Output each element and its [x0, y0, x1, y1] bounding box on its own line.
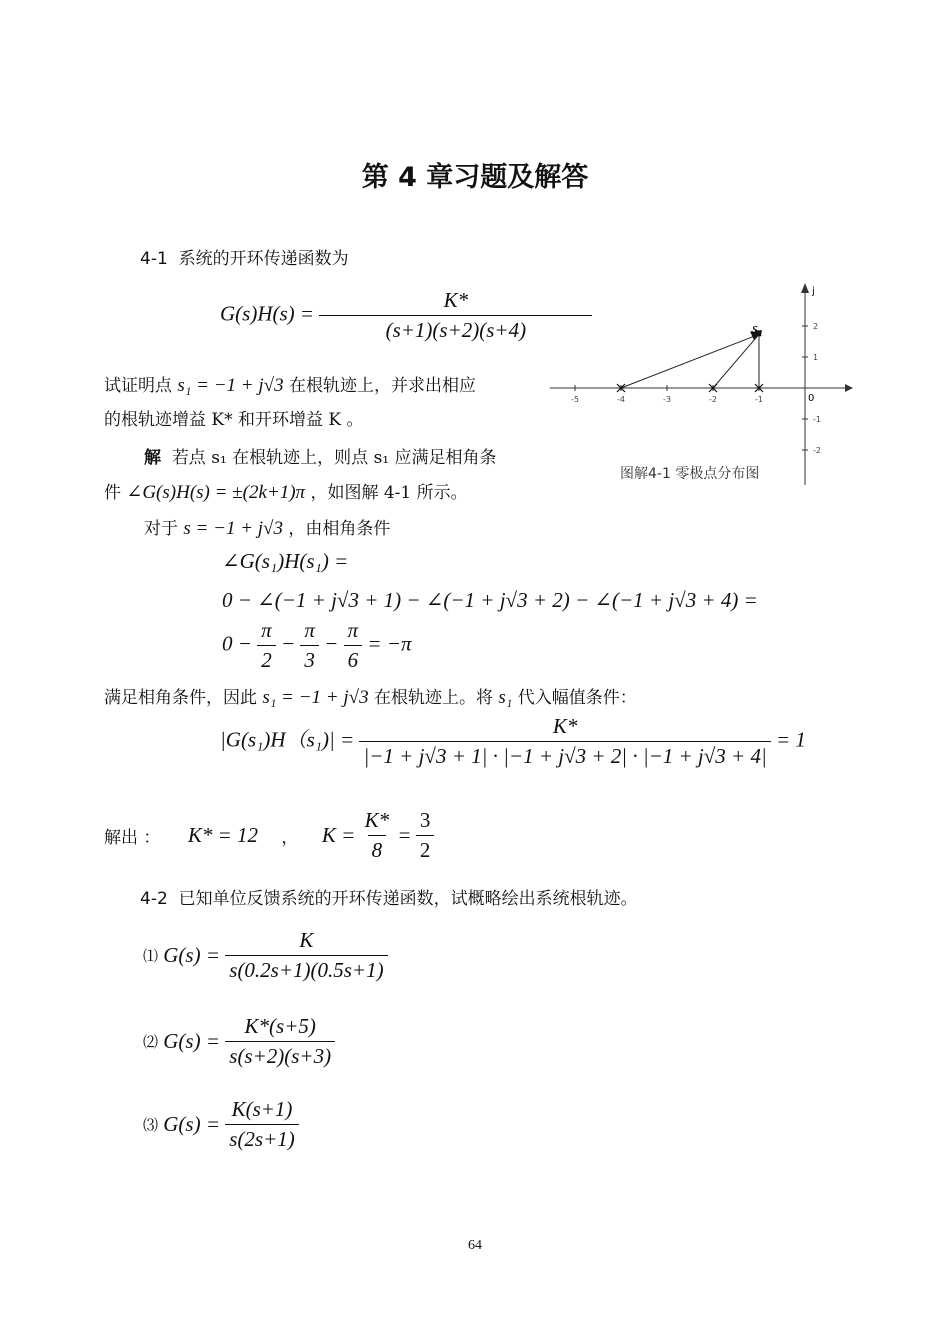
imag-axis-arrow: [801, 283, 809, 293]
satisfies-line: [104, 683, 637, 709]
mag-rhs: = 1: [776, 727, 806, 752]
num: 3: [419, 808, 431, 832]
question-line-1: [104, 371, 476, 397]
item-lhs: G(s) =: [163, 1029, 221, 1053]
solution-line-3: [144, 514, 390, 540]
text: 0 −: [222, 631, 252, 656]
fraction-pi-2: [257, 618, 276, 673]
text: ，由相角条件: [288, 519, 391, 539]
angle-line-3: 0 − $\frac{\pi}{2}$ − $\frac{\pi}{3}$ − $\frac{\pi}{6}$ = −π: [222, 618, 412, 672]
problem-text: 已知单位反馈系统的开环传递函数，试概略绘出系统根轨迹。: [178, 889, 638, 908]
j-axis-label: j: [812, 286, 815, 297]
solution-line-1: [144, 443, 497, 468]
point-s1-label: s₁: [752, 321, 764, 337]
problem-4-1-intro: [140, 244, 349, 269]
item-number: ⑶: [143, 1118, 159, 1134]
problem-text: 系统的开环传递函数为: [178, 249, 349, 269]
num: K(s+1): [231, 1097, 293, 1121]
result-kstar: K* = 12: [187, 823, 258, 847]
item-fraction: [225, 1097, 299, 1152]
result-k-value: [416, 808, 435, 863]
text: 若点 s₁ 在根轨迹上，则点 s₁ 应满足相角条: [171, 448, 497, 468]
math: s₁: [498, 687, 513, 708]
item-lhs: G(s) =: [163, 943, 221, 967]
y-tick-label: 2: [813, 322, 819, 331]
pole-vector: [621, 334, 759, 388]
result-k-fraction: [361, 808, 394, 863]
page-number: 64: [468, 1238, 482, 1253]
magnitude-fraction: [359, 714, 770, 769]
x-tick-label: -5: [571, 395, 579, 404]
y-tick-label: 1: [813, 353, 819, 362]
text: 满足相角条件，因此: [104, 688, 257, 708]
num: K: [299, 928, 314, 952]
num: K*: [364, 808, 390, 832]
den: s(0.2s+1)(0.5s+1): [225, 955, 387, 983]
item-number: ⑵: [143, 1035, 159, 1051]
solution-label: 解: [144, 448, 161, 468]
equals: =: [398, 823, 411, 847]
problem-label: 4-1: [140, 249, 168, 269]
num: K*: [552, 714, 578, 738]
problem-4-2-intro: [140, 884, 638, 909]
text: 件: [104, 483, 121, 503]
text: 对于: [144, 519, 178, 539]
x-tick-label: -4: [617, 395, 625, 404]
num: π: [304, 618, 315, 642]
item-lhs: G(s) =: [163, 1112, 221, 1136]
problem-4-2-item-1: [143, 928, 388, 983]
comma: ，: [281, 828, 299, 848]
y-tick-label: -1: [813, 415, 821, 424]
den: s(2s+1): [225, 1124, 299, 1152]
text: 在根轨迹上，并求出相应: [288, 376, 476, 396]
tf-numerator: K*: [443, 288, 469, 312]
x-tick-label: -2: [709, 395, 717, 404]
x-tick-label: -3: [663, 395, 671, 404]
den: 6: [344, 645, 363, 673]
den: 3: [300, 645, 319, 673]
point-s1-math: s₁ = −1 + j√3: [177, 375, 284, 396]
pole-zero-figure: [545, 275, 855, 490]
figure-caption: 图解4-1 零极点分布图: [620, 466, 760, 482]
den: 8: [368, 835, 387, 863]
origin-label: 0: [808, 393, 815, 404]
result-k-lhs: K =: [321, 823, 356, 847]
num: π: [261, 618, 272, 642]
angle-line-1: ∠G(s₁)H(s₁) =: [222, 549, 349, 573]
item-fraction: [225, 928, 387, 983]
text: 试证明点: [104, 376, 172, 396]
solution-line-2: [104, 478, 468, 504]
den: 2: [416, 835, 435, 863]
problem-4-2-item-2: [143, 1014, 335, 1069]
fraction-pi-3: [300, 618, 319, 673]
x-tick-label: -1: [755, 395, 763, 404]
real-axis-arrow: [845, 384, 853, 392]
pole-vectors: [621, 330, 761, 388]
pole-vector: [713, 334, 759, 388]
den: s(s+2)(s+3): [225, 1041, 335, 1069]
magnitude-condition: [220, 714, 806, 769]
text: 代入幅值条件：: [517, 688, 637, 708]
page-title: 第 4 章习题及解答: [361, 162, 589, 193]
den: 2: [257, 645, 276, 673]
tf-lhs: G(s)H(s) =: [220, 301, 315, 326]
angle-line-2: 0 − ∠(−1 + j√3 + 1) − ∠(−1 + j√3 + 2) − ∠(−1 + j√3 + 4) =: [222, 588, 758, 612]
mag-lhs: |G(s₁)H（s₁)| =: [220, 727, 355, 752]
item-number: ⑴: [143, 949, 159, 965]
math: s₁ = −1 + j√3: [262, 687, 369, 708]
fraction-pi-6: [344, 618, 363, 673]
num: π: [347, 618, 359, 642]
tf-denominator: (s+1)(s+2)(s+4): [319, 315, 592, 343]
problem-label: 4-2: [140, 889, 168, 909]
angle-condition-math: ∠G(s)H(s) = ±(2k+1)π: [126, 482, 306, 503]
y-tick-label: -2: [813, 446, 821, 455]
transfer-function: [220, 288, 592, 343]
item-fraction: [225, 1014, 335, 1069]
text: = −π: [367, 631, 412, 656]
result-line: [104, 808, 434, 863]
problem-4-2-item-3: [143, 1097, 299, 1152]
den: |−1 + j√3 + 1| · |−1 + j√3 + 2| · |−1 + j√3 + 4|: [359, 741, 770, 769]
result-label: 解出 ：: [104, 828, 161, 848]
text: 在根轨迹上。将: [373, 688, 493, 708]
num: K*(s+5): [244, 1014, 316, 1038]
question-line-2: 的根轨迹增益 K* 和开环增益 K 。: [104, 410, 364, 430]
point-s-math: s = −1 + j√3: [183, 518, 283, 539]
text: ，如图解 4-1 所示。: [310, 483, 468, 503]
